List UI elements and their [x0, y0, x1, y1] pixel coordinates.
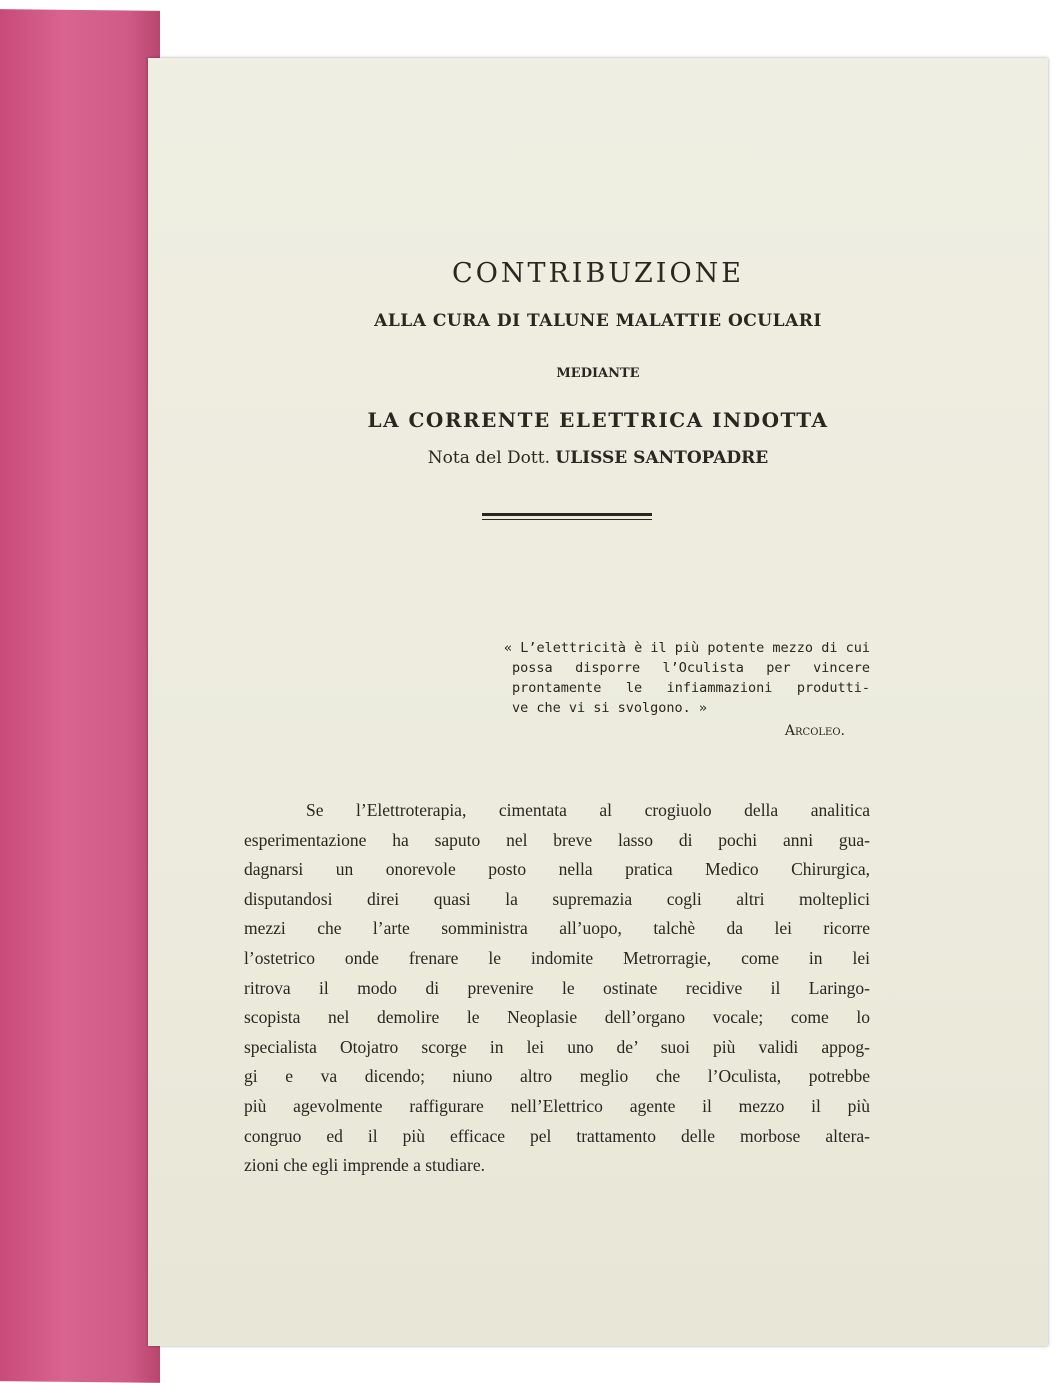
body-line: dagnarsi un onorevole posto nella pratica Medico Chirurgica, — [244, 859, 870, 880]
body-line: disputandosi direi quasi la supremazia cogli altri molteplici — [244, 888, 870, 909]
epigraph-line: possa disporre l’Oculista per vincere — [512, 660, 870, 676]
epigraph-line: ve che vi si svolgono. » — [512, 700, 708, 716]
body-line: più agevolmente raffigurare nell’Elettrico agente il mezzo il più — [244, 1095, 870, 1116]
epigraph — [504, 638, 870, 718]
epigraph-line: prontamente le infiammazioni produtti- — [512, 680, 870, 696]
subtitle: ALLA CURA DI TALUNE MALATTIE OCULARI — [374, 311, 822, 331]
body-line: l’ostetrico onde frenare le indomite Metrorragie, come in lei — [244, 947, 870, 968]
page-title: CONTRIBUZIONE — [452, 258, 744, 289]
document-page — [148, 58, 1048, 1346]
body-line: scopista nel demolire le Neoplasie dell’organo vocale; come lo — [244, 1007, 870, 1028]
body-line: zioni che egli imprende a studiare. — [244, 1155, 486, 1176]
epigraph-attribution: Arcoleo. — [784, 723, 845, 739]
author-prefix: Nota del Dott. — [427, 448, 550, 468]
body-line: mezzi che l’arte somministra all’uopo, talchè da lei ricorre — [244, 918, 870, 939]
body-line: gi e va dicendo; niuno altro meglio che l’Oculista, potrebbe — [244, 1066, 870, 1087]
author-line — [148, 448, 1048, 468]
body-line: Se l’Elettroterapia, cimentata al crogiuolo della analitica — [306, 800, 870, 820]
body-line: specialista Otojatro scorge in lei uno de’ suoi più validi appog- — [244, 1036, 870, 1057]
body-line: congruo ed il più efficace pel trattamento delle morbose altera- — [244, 1125, 870, 1146]
body-paragraph — [244, 796, 870, 1181]
epigraph-line: « L’elettricità è il più potente mezzo di cui — [504, 640, 870, 656]
divider-rule — [482, 513, 652, 520]
body-line: esperimentazione ha saputo nel breve lasso di pochi anni gua- — [244, 829, 870, 850]
body-line: ritrova il modo di prevenire le ostinate recidive il Laringo- — [244, 977, 870, 998]
pink-binding-cover — [0, 9, 160, 1383]
subject-heading: LA CORRENTE ELETTRICA INDOTTA — [367, 408, 829, 432]
connector: MEDIANTE — [556, 366, 640, 381]
author-name: ULISSE SANTOPADRE — [555, 448, 769, 468]
